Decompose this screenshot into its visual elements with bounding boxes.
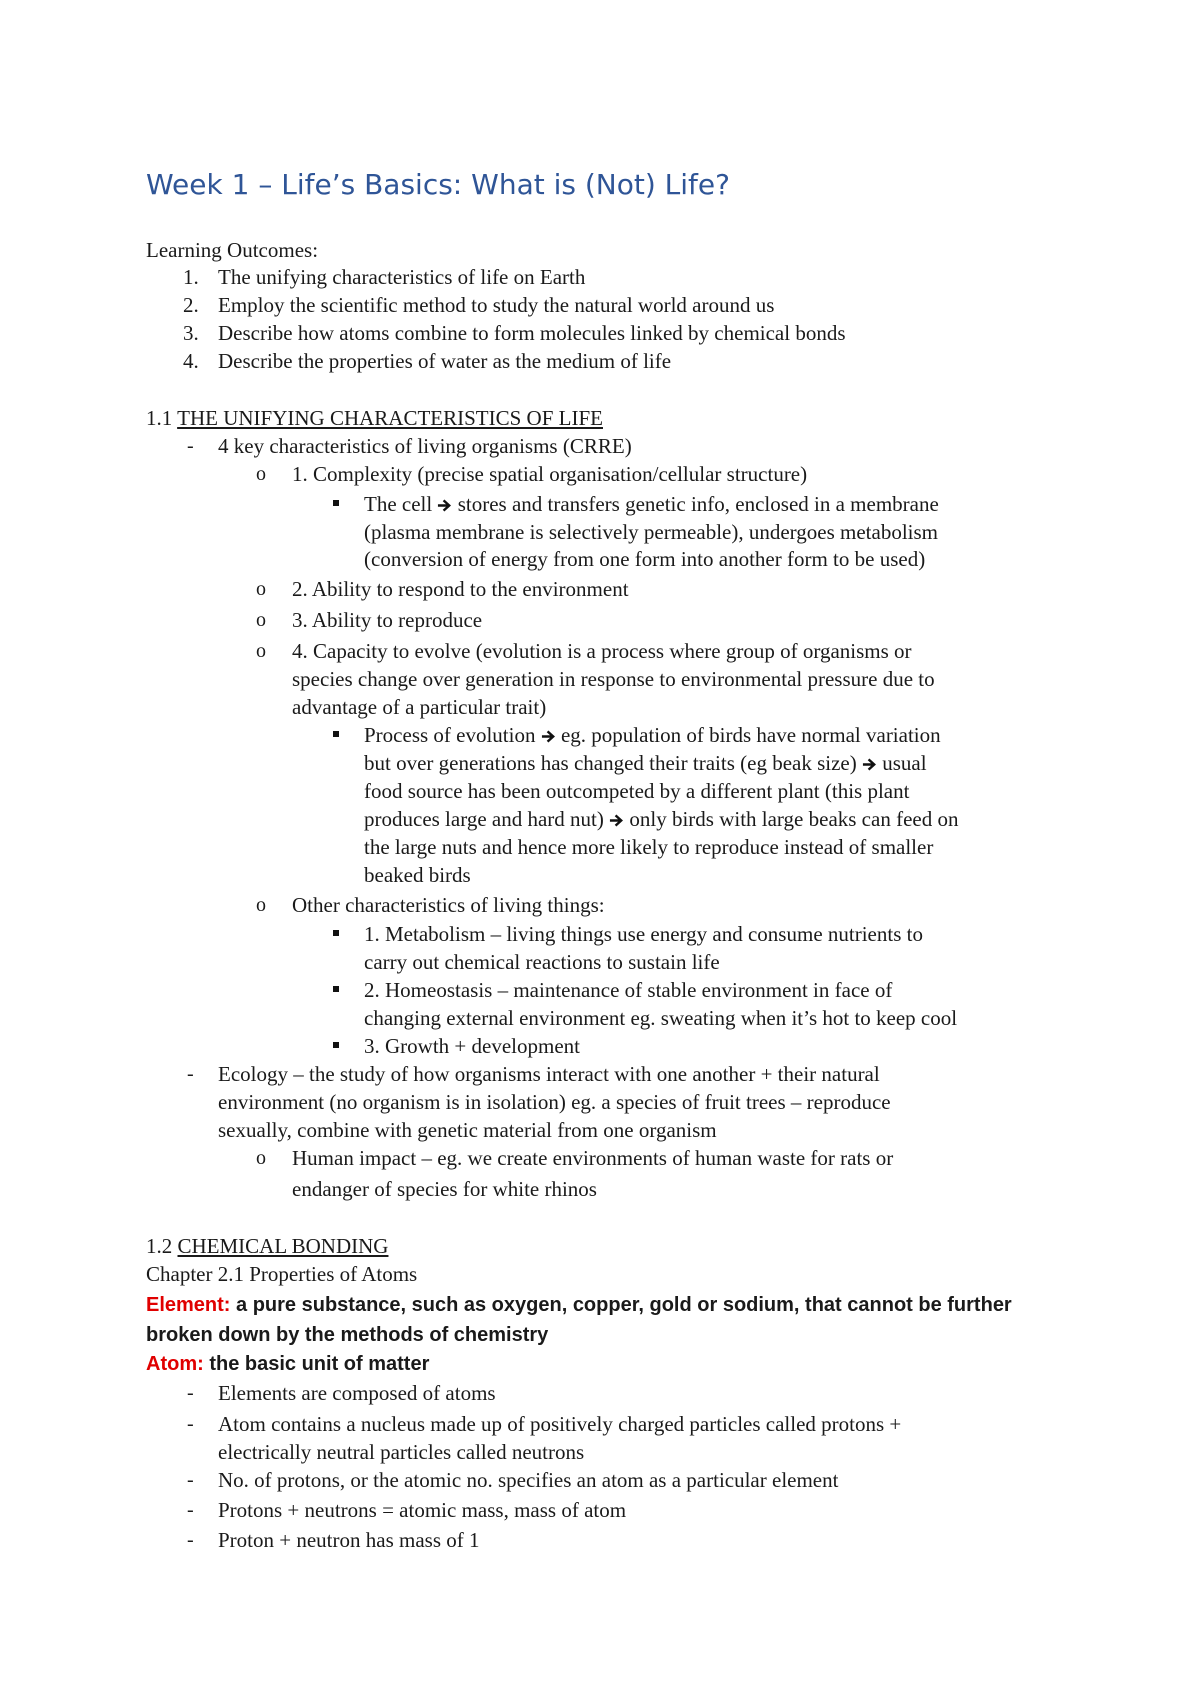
- arrow-right-icon: [609, 805, 624, 833]
- dash-bullet: -: [187, 1529, 194, 1551]
- list-item: 2. Homeostasis – maintenance of stable environment in face of: [364, 978, 893, 1002]
- circle-bullet: o: [256, 640, 266, 662]
- list-item-continuation: changing external environment eg. sweating when it’s hot to keep cool: [364, 1006, 958, 1030]
- list-item: 3. Growth + development: [364, 1034, 580, 1058]
- definition-text: a pure substance, such as oxygen, copper, gold or sodium, that cannot be further: [230, 1294, 1012, 1316]
- list-item-continuation: food source has been outcompeted by a different plant (this plant: [364, 779, 910, 803]
- definition-atom: [146, 1350, 429, 1378]
- list-item-continuation: electrically neutral particles called neutrons: [218, 1440, 585, 1464]
- list-item-continuation: [364, 749, 927, 777]
- outcome-text: The unifying characteristics of life on Earth: [218, 265, 586, 289]
- list-item-text: produces large and hard nut): [364, 807, 610, 831]
- definition-text: the basic unit of matter: [203, 1353, 430, 1375]
- dash-bullet: -: [187, 1499, 194, 1521]
- list-item-continuation: [364, 805, 958, 833]
- circle-bullet: o: [256, 578, 266, 600]
- list-item-continuation: sexually, combine with genetic material from one organism: [218, 1118, 717, 1142]
- definition-term: Atom:: [146, 1353, 204, 1375]
- list-item-continuation: endanger of species for white rhinos: [292, 1177, 597, 1201]
- list-item: Human impact – eg. we create environments of human waste for rats or: [292, 1146, 894, 1170]
- square-bullet: [333, 731, 339, 737]
- dash-bullet: -: [187, 435, 194, 457]
- list-item-text: usual: [876, 751, 927, 775]
- section-title: THE UNIFYING CHARACTERISTICS OF LIFE: [177, 406, 603, 430]
- list-item-text: Process of evolution: [364, 723, 541, 747]
- definition-term: Element:: [146, 1294, 231, 1316]
- dash-bullet: -: [187, 1063, 194, 1085]
- list-item-continuation: (conversion of energy from one form into another form to be used): [364, 547, 926, 571]
- dash-bullet: -: [187, 1382, 194, 1404]
- section-title: CHEMICAL BONDING: [177, 1234, 389, 1258]
- definition-continuation: broken down by the methods of chemistry: [146, 1324, 549, 1346]
- list-item-continuation: the large nuts and hence more likely to reproduce instead of smaller: [364, 835, 934, 859]
- list-item-continuation: environment (no organism is in isolation) eg. a species of fruit trees – reproduce: [218, 1090, 891, 1114]
- list-item: Other characteristics of living things:: [292, 893, 605, 917]
- circle-bullet: o: [256, 894, 266, 916]
- list-item-text: only birds with large beaks can feed on: [624, 807, 959, 831]
- list-item: No. of protons, or the atomic no. specifies an atom as a particular element: [218, 1468, 839, 1492]
- list-item: Proton + neutron has mass of 1: [218, 1528, 480, 1552]
- list-item-continuation: (plasma membrane is selectively permeable), undergoes metabolism: [364, 520, 939, 544]
- outcome-number: 4.: [183, 349, 199, 373]
- outcome-number: 2.: [183, 293, 199, 317]
- section-heading-1-1: [146, 404, 603, 432]
- page-title: Week 1 – Life’s Basics: What is (Not) Life?: [146, 168, 730, 201]
- section-number: 1.1: [146, 406, 178, 430]
- list-item-continuation: species change over generation in response to environmental pressure due to: [292, 667, 935, 691]
- list-item-text: The cell: [364, 492, 438, 516]
- list-item: 1. Metabolism – living things use energy and consume nutrients to: [364, 922, 923, 946]
- outcome-text: Employ the scientific method to study the natural world around us: [218, 293, 775, 317]
- circle-bullet: o: [256, 609, 266, 631]
- list-item: 3. Ability to reproduce: [292, 608, 483, 632]
- arrow-right-icon: [862, 749, 877, 777]
- arrow-right-icon: [437, 490, 452, 518]
- list-item-continuation: beaked birds: [364, 863, 471, 887]
- list-item: [364, 490, 939, 518]
- list-item: 4. Capacity to evolve (evolution is a process where group of organisms or: [292, 639, 912, 663]
- square-bullet: [333, 986, 339, 992]
- list-item: Elements are composed of atoms: [218, 1381, 496, 1405]
- list-item-continuation: carry out chemical reactions to sustain life: [364, 950, 720, 974]
- list-item-continuation: advantage of a particular trait): [292, 695, 547, 719]
- list-item: Ecology – the study of how organisms interact with one another + their natural: [218, 1062, 880, 1086]
- square-bullet: [333, 500, 339, 506]
- list-item: 2. Ability to respond to the environment: [292, 577, 629, 601]
- section-number: 1.2: [146, 1234, 178, 1258]
- outcome-text: Describe how atoms combine to form molecules linked by chemical bonds: [218, 321, 846, 345]
- list-item-text: stores and transfers genetic info, enclosed in a membrane: [452, 492, 939, 516]
- list-item: 1. Complexity (precise spatial organisation/cellular structure): [292, 462, 808, 486]
- circle-bullet: o: [256, 1147, 266, 1169]
- dash-bullet: -: [187, 1413, 194, 1435]
- square-bullet: [333, 930, 339, 936]
- list-item-text: eg. population of birds have normal variation: [555, 723, 941, 747]
- chapter-heading: Chapter 2.1 Properties of Atoms: [146, 1262, 418, 1286]
- dash-bullet: -: [187, 1469, 194, 1491]
- circle-bullet: o: [256, 463, 266, 485]
- learning-outcomes-heading: Learning Outcomes:: [146, 238, 319, 262]
- section-heading-1-2: [146, 1232, 388, 1260]
- outcome-number: 1.: [183, 265, 199, 289]
- list-item: Protons + neutrons = atomic mass, mass of atom: [218, 1498, 627, 1522]
- list-item: [364, 721, 941, 749]
- list-item-text: but over generations has changed their traits (eg beak size): [364, 751, 862, 775]
- list-item: Atom contains a nucleus made up of positively charged particles called protons +: [218, 1412, 902, 1436]
- arrow-right-icon: [541, 721, 556, 749]
- definition-element: [146, 1291, 1012, 1319]
- list-item: 4 key characteristics of living organisms (CRRE): [218, 434, 632, 458]
- outcome-text: Describe the properties of water as the medium of life: [218, 349, 672, 373]
- outcome-number: 3.: [183, 321, 199, 345]
- square-bullet: [333, 1042, 339, 1048]
